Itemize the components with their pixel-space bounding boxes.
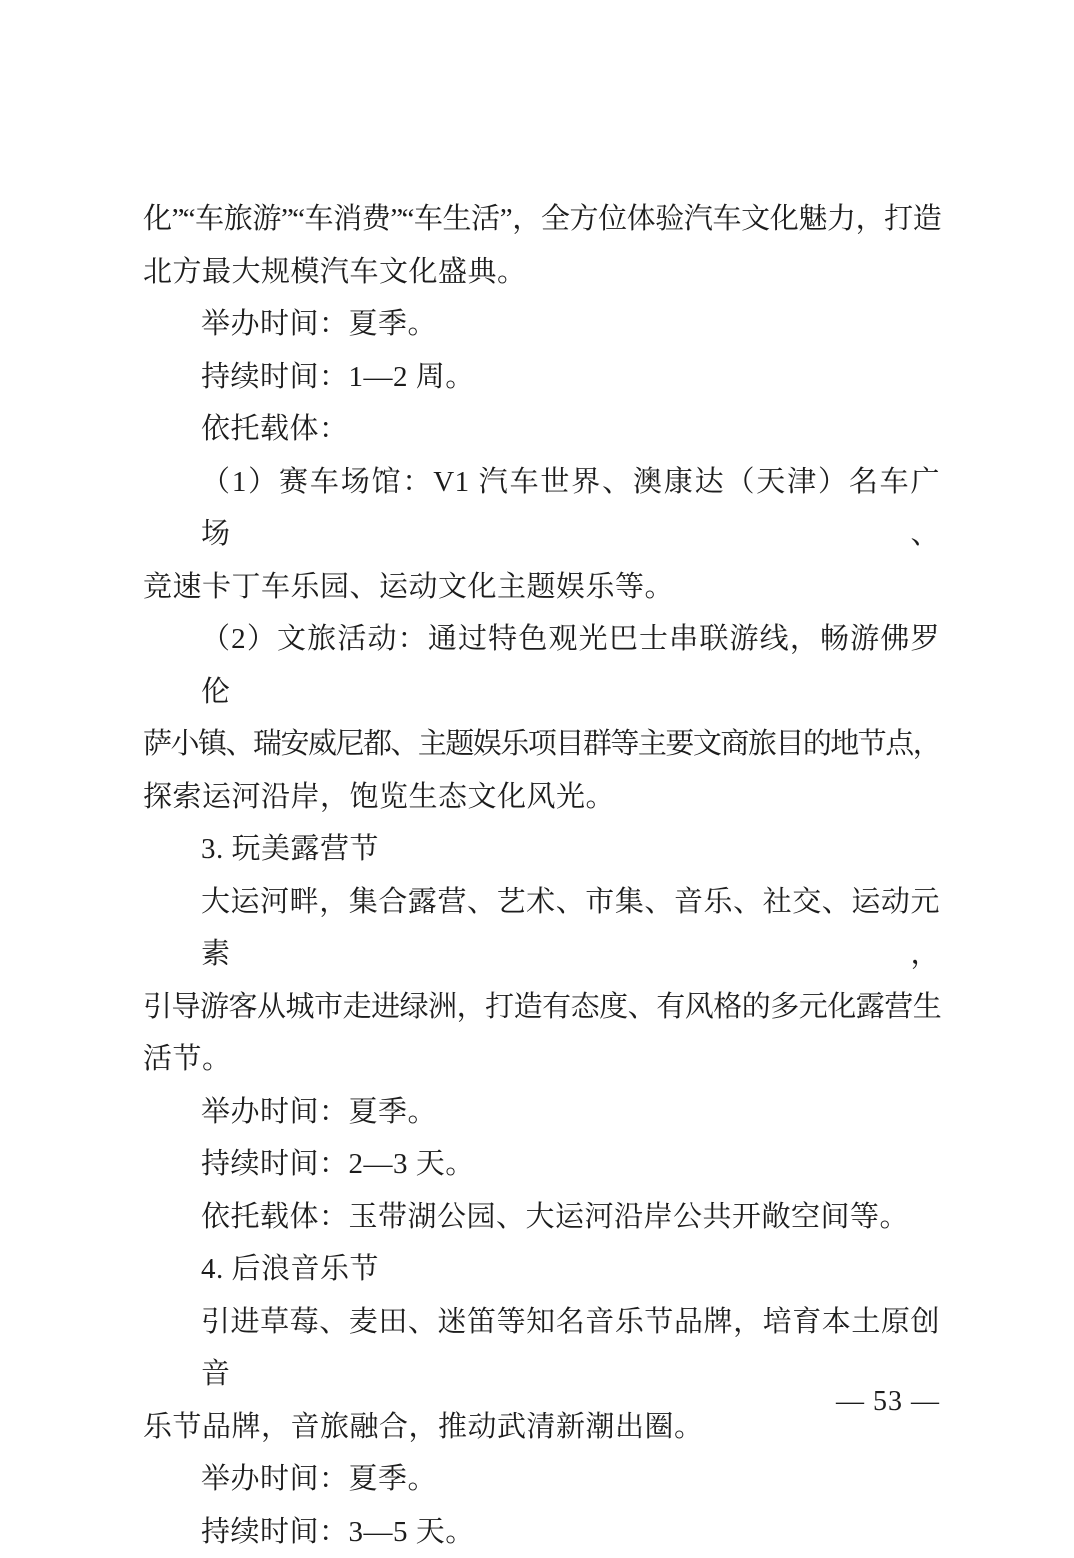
doc-line: 北方最大规模汽车文化盛典。 (143, 246, 940, 299)
doc-line: 萨小镇、瑞安威尼都、主题娱乐项目群等主要文商旅目的地节点， (143, 718, 940, 771)
doc-line-event-time: 举办时间：夏季。 (143, 1086, 940, 1139)
section-heading-3: 3. 玩美露营节 (143, 823, 940, 876)
page-footer (836, 1387, 940, 1417)
doc-line: 引导游客从城市走进绿洲，打造有态度、有风格的多元化露营生 (143, 981, 940, 1034)
doc-line-duration: 持续时间：1—2 周。 (143, 351, 940, 404)
doc-line: 竞速卡丁车乐园、运动文化主题娱乐等。 (143, 561, 940, 614)
doc-line: 乐节品牌，音旅融合，推动武清新潮出圈。 (143, 1401, 940, 1454)
doc-line: 活节。 (143, 1033, 940, 1086)
doc-line: 探索运河沿岸，饱览生态文化风光。 (143, 771, 940, 824)
doc-line-duration: 持续时间：3—5 天。 (143, 1506, 940, 1558)
doc-line-item-1: （1）赛车场馆：V1 汽车世界、澳康达（天津）名车广场、 (143, 456, 940, 561)
doc-line-venues: 依托载体： (143, 403, 940, 456)
doc-line: 引进草莓、麦田、迷笛等知名音乐节品牌，培育本土原创音 (143, 1296, 940, 1401)
doc-line-event-time: 举办时间：夏季。 (143, 1453, 940, 1506)
doc-line-event-time: 举办时间：夏季。 (143, 298, 940, 351)
page-number: — 53 — (836, 1386, 940, 1417)
doc-line-venues: 依托载体：玉带湖公园、大运河沿岸公共开敞空间等。 (143, 1191, 940, 1244)
doc-line-duration: 持续时间：2—3 天。 (143, 1138, 940, 1191)
section-heading-4: 4. 后浪音乐节 (143, 1243, 940, 1296)
doc-line-item-2: （2）文旅活动：通过特色观光巴士串联游线，畅游佛罗伦 (143, 613, 940, 718)
doc-line: 大运河畔，集合露营、艺术、市集、音乐、社交、运动元素， (143, 876, 940, 981)
doc-line: 化”“车旅游”“车消费”“车生活”，全方位体验汽车文化魅力，打造 (143, 193, 940, 246)
document-body (143, 193, 940, 1558)
